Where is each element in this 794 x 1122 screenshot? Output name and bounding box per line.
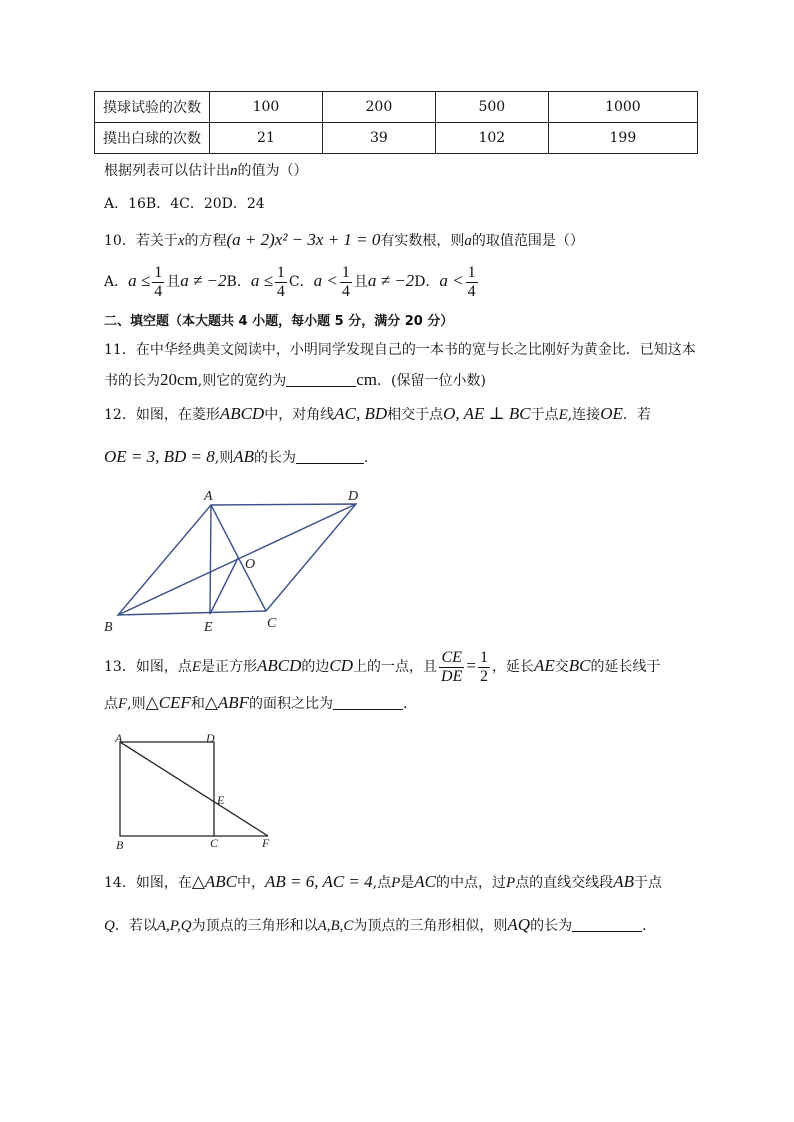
q12-math: OE bbox=[600, 404, 623, 423]
q13-text: 是正方形 bbox=[201, 659, 257, 675]
q13-line1 bbox=[104, 645, 660, 688]
altitude-ae bbox=[210, 505, 211, 614]
table-header-cell: 摸球试验的次数 bbox=[95, 92, 210, 123]
q14-line1 bbox=[104, 872, 662, 893]
table-header-cell: 摸出白球的次数 bbox=[95, 123, 210, 154]
fraction-den: DE bbox=[441, 667, 463, 685]
trial-table bbox=[94, 91, 698, 154]
q14-text: 的中点，过 bbox=[436, 875, 507, 891]
option-math: a ≤ bbox=[250, 271, 273, 290]
q13-text: ，延长 bbox=[491, 659, 534, 675]
q14-text: 中， bbox=[237, 875, 266, 891]
fraction bbox=[478, 649, 490, 686]
q9-options: A．16B．4C．20D．24 bbox=[104, 196, 265, 212]
q14-text: 为顶点的三角形和以 bbox=[191, 918, 318, 934]
option-label: B． bbox=[226, 274, 251, 290]
q10-text: 的取值范围是（） bbox=[471, 233, 584, 249]
segment-oe bbox=[210, 558, 238, 614]
table-cell: 199 bbox=[548, 123, 697, 154]
q12-math: AB bbox=[233, 447, 254, 466]
q13-math: △CEF bbox=[145, 693, 191, 712]
fraction-num: CE bbox=[439, 649, 464, 668]
fraction-den: 2 bbox=[479, 667, 488, 685]
q12-math: OE = 3, BD = 8 bbox=[104, 447, 215, 466]
fraction-num: 1 bbox=[479, 648, 488, 666]
fraction-num: 1 bbox=[276, 263, 285, 281]
label-e: E bbox=[217, 793, 225, 807]
q11-unit: cm bbox=[356, 370, 378, 389]
fraction-den: 4 bbox=[467, 282, 476, 300]
q13-math: = bbox=[466, 656, 476, 675]
option-text: 且 bbox=[353, 274, 368, 290]
answer-blank[interactable] bbox=[572, 917, 642, 932]
q14-line2 bbox=[104, 915, 656, 936]
q13-text: 上的一点，且 bbox=[353, 659, 438, 675]
fraction bbox=[466, 264, 478, 301]
q9-prompt bbox=[104, 161, 308, 181]
q10-text: 10．若关于 bbox=[104, 233, 178, 249]
fraction bbox=[152, 264, 164, 301]
q10-var: a bbox=[464, 233, 472, 249]
label-b: B bbox=[116, 838, 124, 852]
q9-var: n bbox=[230, 163, 238, 179]
q12-text: ． bbox=[364, 450, 378, 466]
fraction-den: 4 bbox=[154, 282, 163, 300]
label-c: C bbox=[267, 616, 277, 631]
q13-text: 的延长线于 bbox=[590, 659, 661, 675]
fraction-num: 1 bbox=[341, 263, 350, 281]
q14-text: 的长为 bbox=[530, 918, 573, 934]
option-text: 且 bbox=[166, 274, 181, 290]
q13-line2 bbox=[104, 693, 417, 714]
q13-math: BC bbox=[568, 656, 591, 675]
table-cell: 500 bbox=[435, 92, 548, 123]
label-b: B bbox=[104, 620, 113, 635]
q13-math: CD bbox=[329, 656, 354, 675]
option-math: a ≠ −2 bbox=[367, 271, 415, 290]
q12-text: ．若 bbox=[622, 407, 651, 423]
q14-math: P bbox=[391, 875, 401, 891]
table-cell: 21 bbox=[210, 123, 323, 154]
option-label: A． bbox=[104, 274, 129, 290]
q14-math: A,P,Q bbox=[156, 918, 192, 934]
q12-text: 12．如图，在菱形 bbox=[104, 407, 220, 423]
q14-text: 于点 bbox=[633, 875, 662, 891]
option-math: a ≠ −2 bbox=[180, 271, 227, 290]
q12-line1 bbox=[104, 404, 651, 425]
q14-math: AC bbox=[414, 872, 437, 891]
option-label: D． bbox=[414, 274, 440, 290]
q14-math: Q bbox=[104, 918, 115, 934]
q11-text: 书的长为 bbox=[104, 373, 160, 389]
q14-text: 点的直线交线段 bbox=[515, 875, 614, 891]
q10-equation: (a + 2)x² − 3x + 1 = 0 bbox=[226, 230, 381, 249]
q12-text: 中，对角线 bbox=[264, 407, 335, 423]
q12-text: 于点 bbox=[530, 407, 559, 423]
q11-text: ．(保留一位小数) bbox=[377, 373, 486, 389]
q14-math: AB bbox=[613, 872, 634, 891]
q13-text: 交 bbox=[554, 659, 569, 675]
q11-line2 bbox=[104, 370, 486, 391]
q10-stem bbox=[104, 230, 584, 251]
q9-text: 根据列表可以估计出 bbox=[104, 163, 230, 179]
q13-math: F bbox=[118, 696, 128, 712]
q12-math: O, AE ⊥ BC bbox=[443, 404, 531, 423]
answer-blank[interactable] bbox=[333, 695, 403, 710]
q14-text: 14．如图，在 bbox=[104, 875, 192, 891]
rhombus-figure bbox=[100, 485, 380, 635]
q12-text: 相交于点 bbox=[387, 407, 444, 423]
q12-math: E bbox=[558, 407, 568, 423]
q12-math: ABCD bbox=[219, 404, 265, 423]
q12-text: 的长为 bbox=[254, 450, 296, 466]
fraction bbox=[439, 649, 464, 686]
label-e: E bbox=[204, 620, 213, 635]
option-math: a < bbox=[439, 271, 464, 290]
q13-text: ,则 bbox=[127, 696, 146, 712]
q13-text: 的边 bbox=[301, 659, 330, 675]
label-c: C bbox=[210, 836, 219, 850]
q14-text: ,点 bbox=[372, 875, 392, 891]
table-row bbox=[95, 123, 698, 154]
table-cell: 200 bbox=[322, 92, 435, 123]
square-figure bbox=[110, 728, 280, 853]
q14-text: 为顶点的三角形相似，则 bbox=[353, 918, 508, 934]
option-label: C． bbox=[288, 274, 314, 290]
q14-math: △ABC bbox=[191, 872, 238, 891]
q14-math: AQ bbox=[507, 915, 531, 934]
q11-text: ,则它的宽约为 bbox=[197, 373, 287, 389]
q11-line1: 11．在中华经典美文阅读中，小明同学发现自己的一本书的宽与长之比刚好为黄金比．已知这本 bbox=[104, 342, 696, 358]
fraction bbox=[340, 264, 352, 301]
label-f: F bbox=[262, 836, 270, 850]
q13-math: AE bbox=[533, 656, 555, 675]
table-cell: 1000 bbox=[548, 92, 697, 123]
q10-options bbox=[104, 262, 480, 301]
q14-math: A,B,C bbox=[317, 918, 354, 934]
option-math: a ≤ bbox=[128, 271, 151, 290]
table-cell: 100 bbox=[210, 92, 323, 123]
q11-length: 20cm bbox=[160, 370, 198, 389]
fraction-den: 4 bbox=[341, 282, 350, 300]
line-af bbox=[120, 742, 268, 836]
q13-math: E bbox=[191, 659, 201, 675]
table-cell: 102 bbox=[435, 123, 548, 154]
q12-text: ,则 bbox=[214, 450, 234, 466]
option-math: a < bbox=[313, 271, 338, 290]
fraction-den: 4 bbox=[276, 282, 285, 300]
q10-text: 有实数根，则 bbox=[380, 233, 465, 249]
label-o: O bbox=[245, 557, 256, 572]
answer-blank[interactable] bbox=[296, 449, 364, 464]
q14-math: AB = 6, AC = 4 bbox=[265, 872, 373, 891]
q13-text: 点 bbox=[104, 696, 118, 712]
q14-math: P bbox=[506, 875, 516, 891]
label-a: A bbox=[115, 731, 123, 745]
q10-text: 的方程 bbox=[184, 233, 227, 249]
q13-text: ． bbox=[403, 696, 418, 712]
q13-math: ABCD bbox=[257, 656, 302, 675]
label-a: A bbox=[204, 489, 213, 504]
q12-math: AC, BD bbox=[334, 404, 388, 423]
q14-text: 是 bbox=[400, 875, 415, 891]
q9-text: 的值为（） bbox=[237, 163, 308, 179]
q13-text: 的面积之比为 bbox=[249, 696, 334, 712]
table-row bbox=[95, 92, 698, 123]
q14-text: ． bbox=[642, 918, 657, 934]
q13-math: △ABF bbox=[204, 693, 250, 712]
label-d: D bbox=[348, 489, 359, 504]
table-cell: 39 bbox=[322, 123, 435, 154]
q13-text: 和 bbox=[190, 696, 205, 712]
q10-var: x bbox=[177, 233, 185, 249]
q13-text: 13．如图，点 bbox=[104, 659, 192, 675]
q14-text: ．若以 bbox=[114, 918, 157, 934]
q12-text: ,连接 bbox=[567, 407, 601, 423]
label-d: D bbox=[206, 731, 215, 745]
answer-blank[interactable] bbox=[286, 372, 356, 387]
q12-line2 bbox=[104, 447, 378, 468]
square-outline bbox=[120, 742, 214, 836]
section-title: 二、填空题（本大题共 4 小题，每小题 5 分，满分 20 分） bbox=[104, 314, 454, 329]
fraction-num: 1 bbox=[467, 263, 476, 281]
fraction-num: 1 bbox=[154, 263, 163, 281]
fraction bbox=[275, 264, 287, 301]
